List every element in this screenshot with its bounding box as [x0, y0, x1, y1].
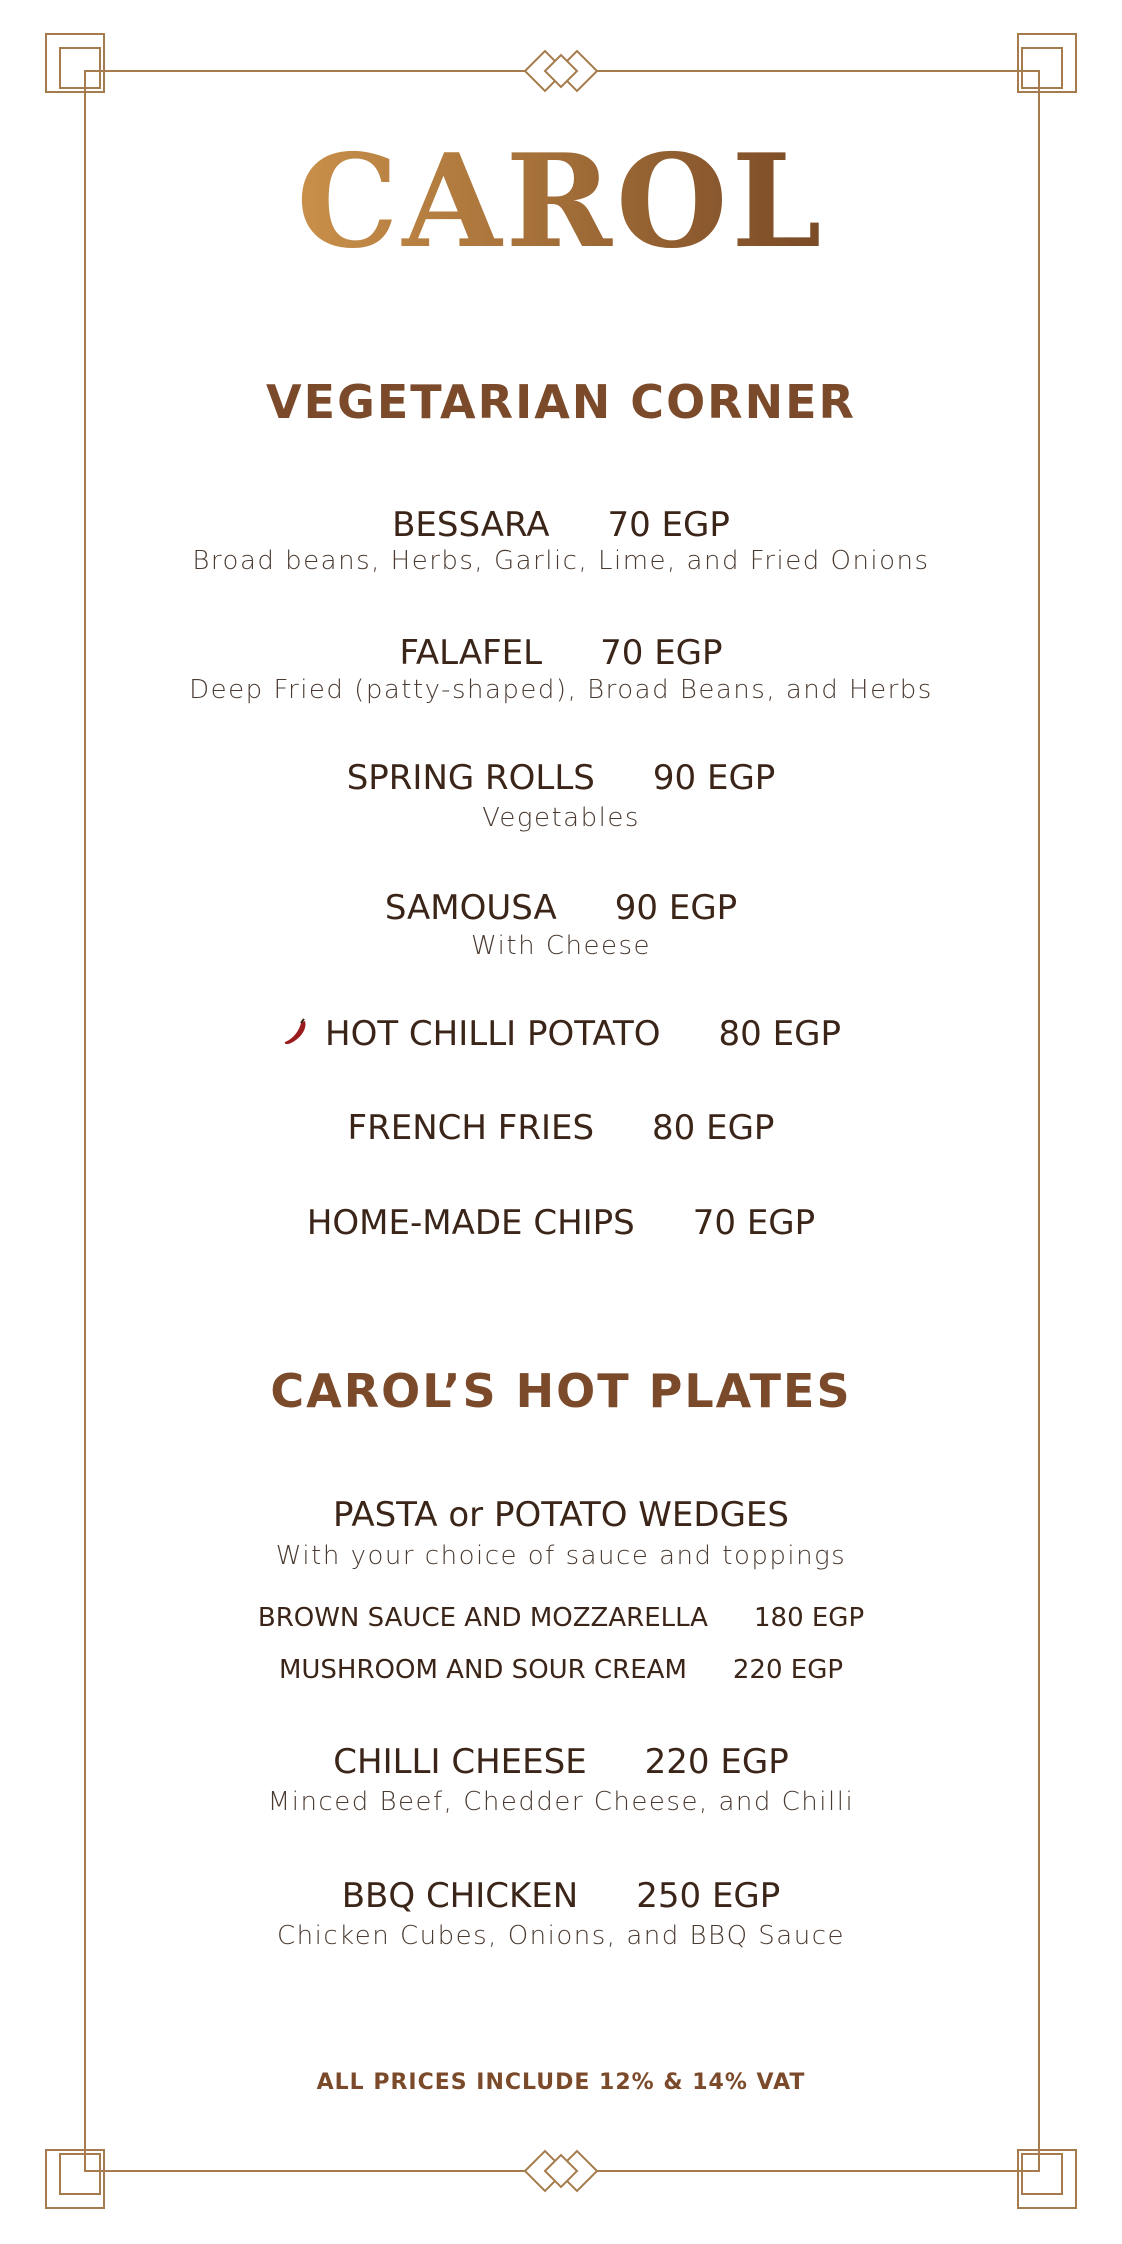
item-price: 90 EGP: [652, 758, 776, 798]
item-name: SPRING ROLLS: [346, 758, 595, 798]
option-mushroom-sour-cream: [0, 1655, 1122, 1685]
menu-item-chilli-cheese: [0, 1742, 1122, 1782]
menu-item-samousa: [0, 888, 1122, 928]
item-name: HOME-MADE CHIPS: [306, 1203, 635, 1243]
item-description: Vegetables: [482, 803, 640, 833]
menu-item-hot-chilli-potato: [0, 1014, 1122, 1054]
item-name: HOT CHILLI POTATO: [325, 1014, 661, 1054]
diamond-ornament-bottom-icon: [521, 2146, 601, 2196]
logo-text: CAROL: [296, 127, 826, 277]
vat-note: ALL PRICES INCLUDE 12% & 14% VAT: [316, 2070, 806, 2095]
option-name: BROWN SAUCE AND MOZZARELLA: [257, 1603, 708, 1633]
item-price: 250 EGP: [636, 1876, 781, 1916]
item-name: BESSARA: [392, 505, 550, 545]
option-price: 180 EGP: [753, 1603, 865, 1633]
corner-ornament-bottom-right-icon: [998, 2130, 1078, 2210]
option-name: MUSHROOM AND SOUR CREAM: [278, 1655, 687, 1685]
item-description: With your choice of sauce and toppings: [275, 1541, 847, 1571]
item-name: FALAFEL: [399, 633, 543, 673]
diamond-ornament-top-icon: [521, 46, 601, 96]
item-price: 70 EGP: [692, 1203, 816, 1243]
section-title-vegetarian: VEGETARIAN CORNER: [266, 375, 856, 429]
item-description: Broad beans, Herbs, Garlic, Lime, and Fried Onions: [192, 546, 930, 576]
chilli-icon: [281, 1017, 311, 1047]
corner-ornament-top-left-icon: [44, 32, 124, 112]
item-price: 80 EGP: [718, 1014, 841, 1054]
item-name: CHILLI CHEESE: [333, 1742, 587, 1782]
corner-ornament-bottom-left-icon: [44, 2130, 124, 2210]
menu-item-bbq-chicken: [0, 1876, 1122, 1916]
menu-item-home-made-chips: [0, 1203, 1122, 1243]
item-description: Chicken Cubes, Onions, and BBQ Sauce: [276, 1921, 846, 1951]
section-title-hot-plates: CAROL’S HOT PLATES: [270, 1364, 852, 1418]
corner-ornament-top-right-icon: [998, 32, 1078, 112]
item-name: BBQ CHICKEN: [341, 1876, 579, 1916]
item-description: With Cheese: [471, 931, 651, 961]
menu-item-falafel: [0, 633, 1122, 673]
carol-logo: [296, 118, 826, 277]
item-price: 220 EGP: [644, 1742, 789, 1782]
menu-item-spring-rolls: [0, 758, 1122, 798]
item-price: 80 EGP: [652, 1108, 775, 1148]
menu-item-pasta-or-potato-wedges: PASTA or POTATO WEDGES: [333, 1495, 789, 1535]
item-name: SAMOUSA: [384, 888, 557, 928]
menu-item-french-fries: [0, 1108, 1122, 1148]
item-price: 90 EGP: [614, 888, 738, 928]
option-price: 220 EGP: [732, 1655, 844, 1685]
item-description: Minced Beef, Chedder Cheese, and Chilli: [267, 1787, 855, 1817]
item-description: Deep Fried (patty-shaped), Broad Beans, and Herbs: [189, 675, 933, 705]
option-brown-sauce-mozzarella: [0, 1603, 1122, 1633]
item-price: 70 EGP: [600, 633, 723, 673]
item-price: 70 EGP: [607, 505, 730, 545]
item-name: FRENCH FRIES: [347, 1108, 595, 1148]
menu-item-bessara: [0, 505, 1122, 545]
